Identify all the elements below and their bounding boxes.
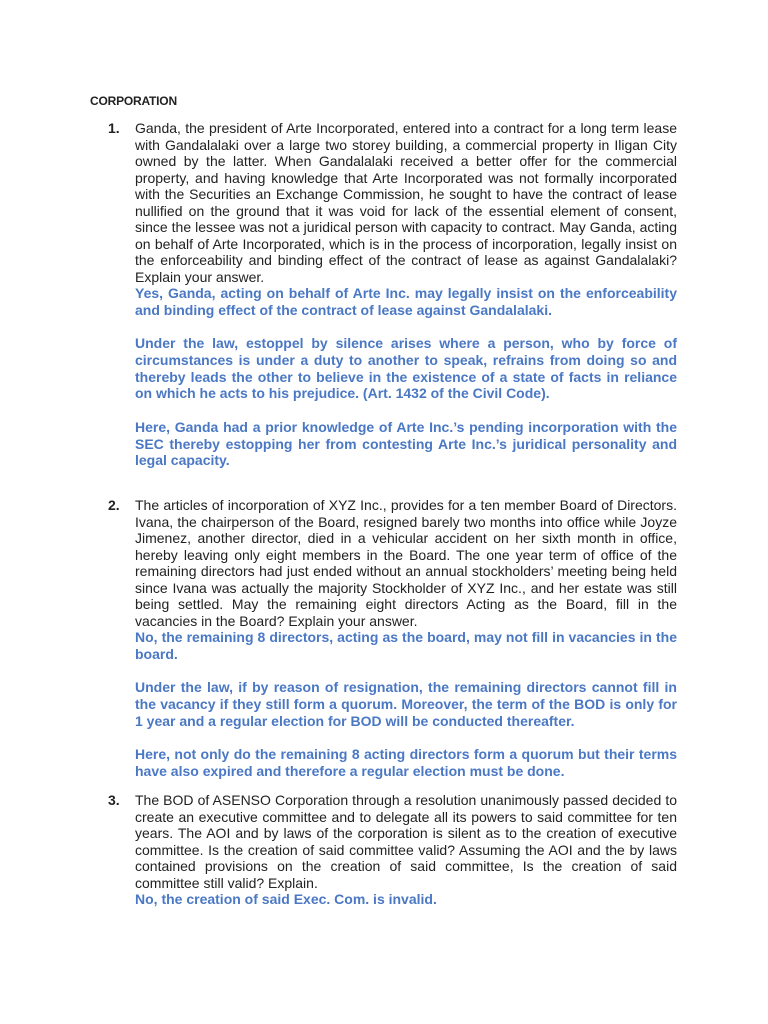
item-body: [135, 497, 677, 780]
question-text: The articles of incorporation of XYZ Inc., provides for a ten member Board of Directors. Ivana, the chairperson of the Board, resigned barely two months into office while Joyze Jimenez, another director, died in a vehicular accident on her sixth month in office, hereby leaving only eight members in the Board. The one year term of office of the remaining directors had just ended without an annual stockholders’ meeting being held since Ivana was actually the majority Stockholder of XYZ Inc., and her estate was still being settled. May the remaining eight directors Acting as the Board, fill in the vacancies in the Board? Explain your answer.: [135, 497, 677, 629]
item-number: 3.: [108, 792, 120, 808]
item-number: 2.: [108, 497, 120, 513]
item-number: 1.: [108, 120, 120, 136]
item-body: [135, 792, 677, 908]
answer-paragraph: No, the remaining 8 directors, acting as the board, may not fill in vacancies in the board.: [135, 629, 677, 662]
answer-paragraph: No, the creation of said Exec. Com. is invalid.: [135, 891, 437, 907]
answer-paragraph: Here, Ganda had a prior knowledge of Arte Inc.’s pending incorporation with the SEC thereby estopping her from contesting Arte Inc.’s juridical personality and legal capacity.: [135, 418, 677, 469]
question-text: The BOD of ASENSO Corporation through a resolution unanimously passed decided to create an executive committee and to delegate all its powers to said committee for ten years. The AOI and by laws of the corporation is silent as to the creation of executive committee. Is the creation of said committee valid? Assuming the AOI and the by laws contained provisions on the creation of said committee, Is the creation of said committee still valid? Explain.: [135, 792, 677, 891]
answer-paragraph: Here, not only do the remaining 8 acting directors form a quorum but their terms have also expired and therefore a regular election must be done.: [135, 745, 677, 779]
item-body: [135, 120, 677, 469]
question-text: Ganda, the president of Arte Incorporated, entered into a contract for a long term lease with Gandalalaki over a large two storey building, a commercial property in Iligan City owned by the latter. When Gandalalaki received a better offer for the commercial property, and having knowledge that Arte Incorporated was not formally incorporated with the Securities an Exchange Commission, he sought to have the contract of lease nullified on the ground that it was void for lack of the essential element of consent, since the lessee was not a juridical person with capacity to contract. May Ganda, acting on behalf of Arte Incorporated, which is in the process of incorporation, legally insist on the enforceability and binding effect of the contract of lease as against Gandalalaki? Explain your answer.: [135, 120, 677, 285]
answer-paragraph: Yes, Ganda, acting on behalf of Arte Inc. may legally insist on the enforceability and binding effect of the contract of lease against Gandalalaki.: [135, 285, 677, 318]
section-heading: CORPORATION: [90, 94, 177, 108]
answer-paragraph: Under the law, if by reason of resignation, the remaining directors cannot fill in the vacancy if they still form a quorum. Moreover, the term of the BOD is only for 1 year and a regular election for BOD will be conducted thereafter.: [135, 679, 677, 729]
answer-paragraph: Under the law, estoppel by silence arises where a person, who by force of circumstances is under a duty to another to speak, refrains from doing so and thereby leads the other to believe in the existence of a state of facts in reliance on which he acts to his prejudice. (Art. 1432 of the Civil Code).: [135, 335, 677, 402]
